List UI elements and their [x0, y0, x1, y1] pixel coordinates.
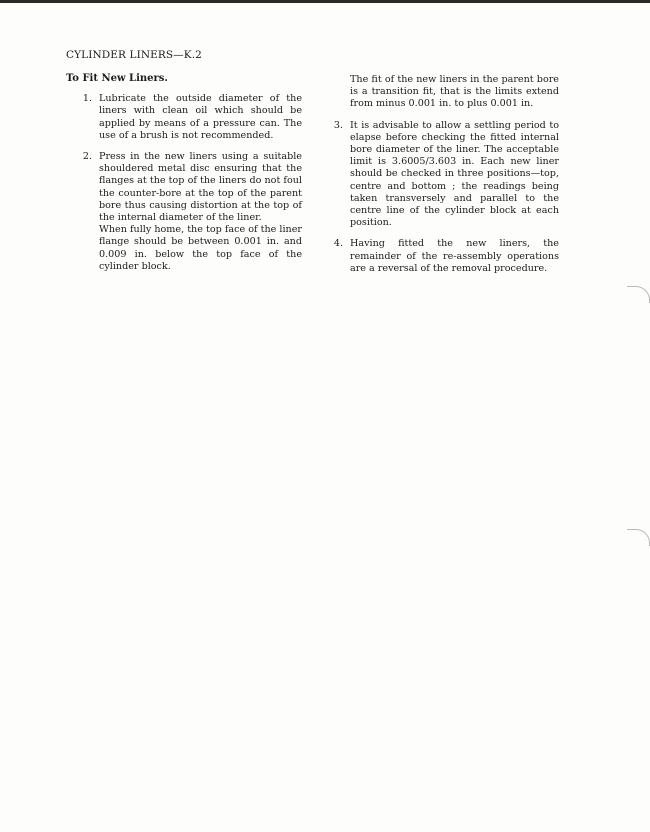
list-item-4: [333, 238, 559, 275]
item-text: It is advisable to allow a settling period to elapse before checking the fitted internal bore diameter of the liner. The acceptable limit is 3.6005/3.603 in. Each new liner should be checked in three positions—top, centre and bottom ; the readings being taken transversely and parallel to the centre line of the cylinder block at each position.: [350, 119, 559, 229]
paragraph: Lubricate the outside diameter of the liners with clean oil which should be applied by means of a pressure can. The use of a brush is not recommended.: [99, 93, 302, 141]
item-text: Having fitted the new liners, the remainder of the re-assembly operations are a reversal of the removal procedure.: [350, 238, 559, 274]
list-item-2: [66, 151, 302, 273]
item-number: 3.: [333, 119, 343, 131]
left-column: [66, 73, 302, 282]
item-text: [99, 93, 302, 142]
list-item-1: [66, 93, 302, 142]
page-title: CYLINDER LINERS—K.2: [66, 49, 202, 61]
binding-hole-mark: [627, 286, 650, 303]
right-column: [333, 74, 559, 284]
item-number: 1.: [82, 93, 92, 105]
list-item-3: [333, 120, 559, 230]
binding-hole-mark: [627, 529, 650, 546]
item-number: 2.: [82, 151, 92, 163]
continued-paragraph: The fit of the new liners in the parent bore is a transition fit, that is the limits extend from minus 0.001 in. to plus 0.001 in.: [350, 74, 559, 110]
paragraph: When fully home, the top face of the liner flange should be between 0.001 in. and 0.009 in. below the top face of the cylinder block.: [99, 224, 302, 272]
item-number: 4.: [333, 238, 343, 250]
item-text: [99, 151, 302, 273]
top-border-rule: [0, 0, 650, 3]
section-heading: To Fit New Liners.: [66, 73, 168, 84]
paragraph: Press in the new liners using a suitable shouldered metal disc ensuring that the flanges at the top of the liners do not foul the counter-bore at the top of the parent bore thus causing distortion at the top of the internal diameter of the liner.: [99, 151, 302, 224]
